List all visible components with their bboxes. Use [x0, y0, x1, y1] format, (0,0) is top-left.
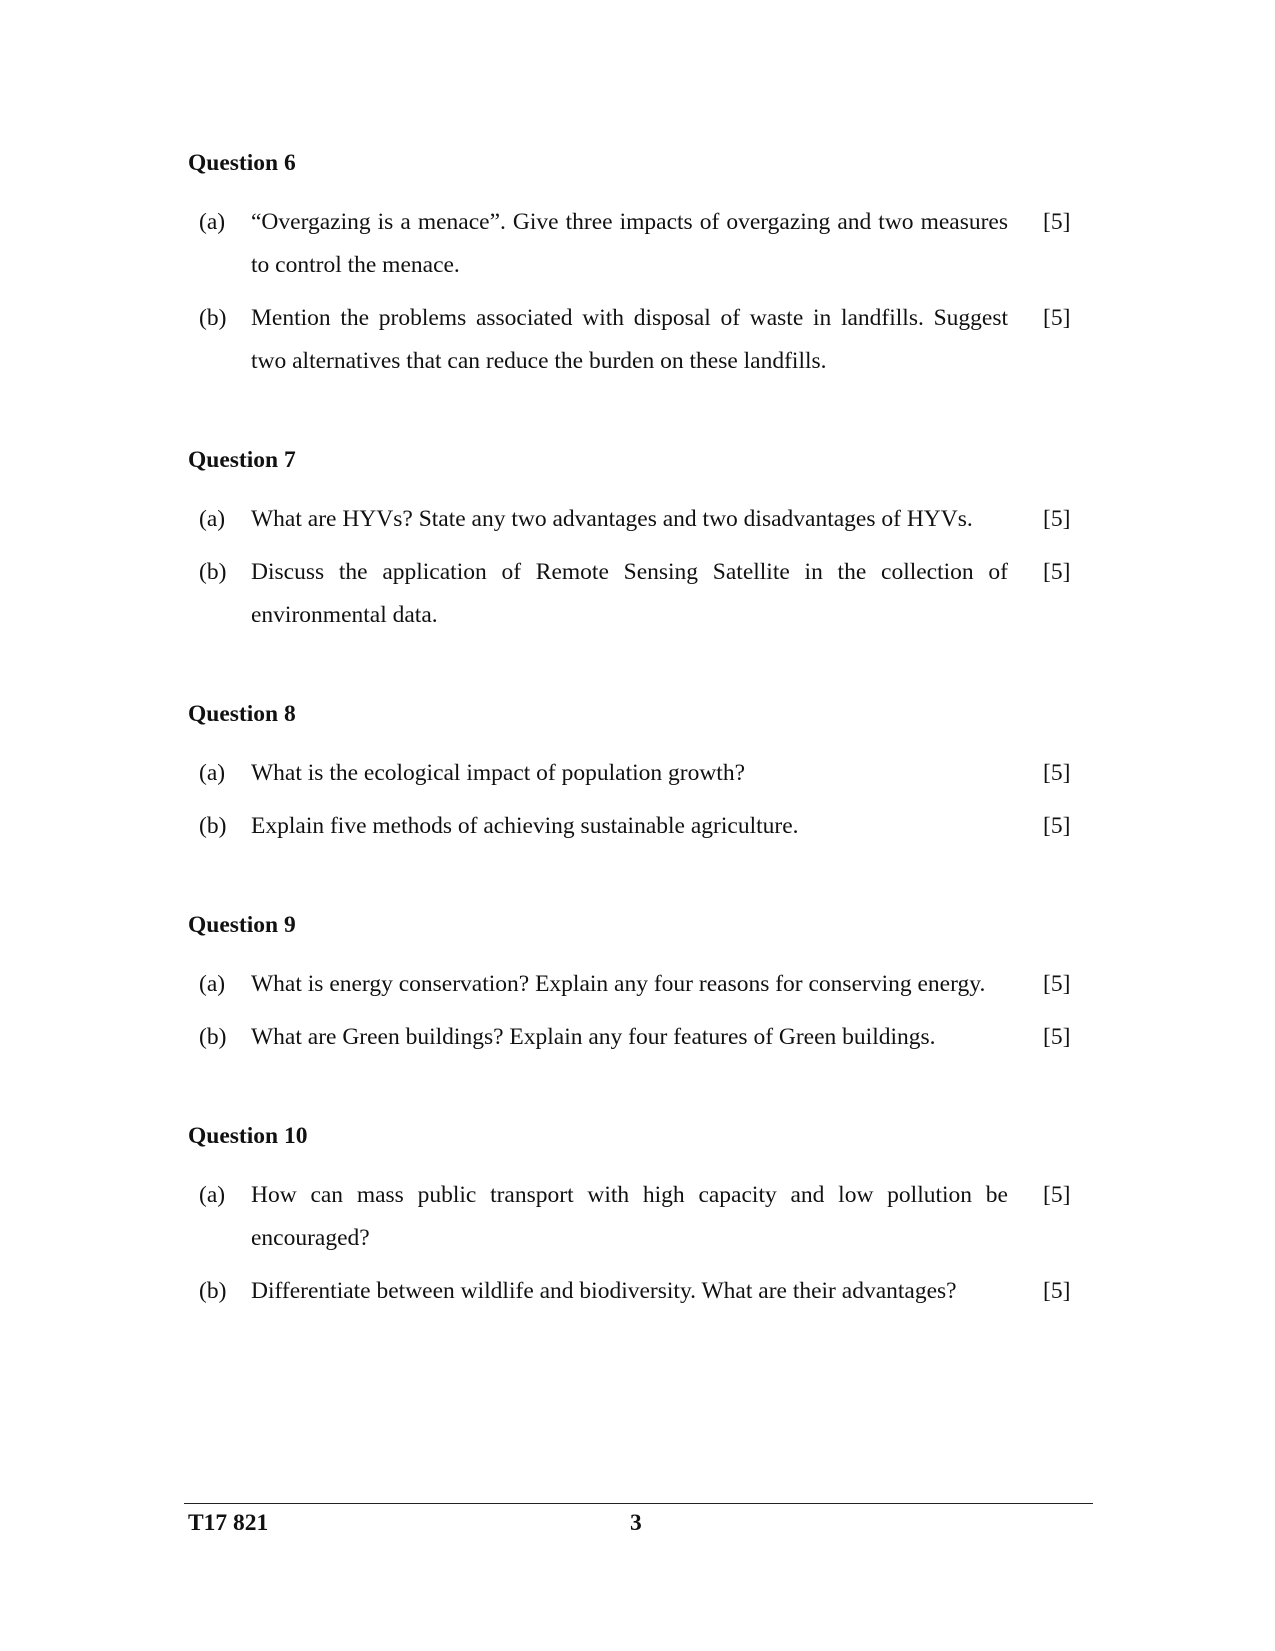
question-part	[188, 1174, 1090, 1260]
question-10	[188, 1121, 1090, 1313]
part-marks: [5]	[1043, 1024, 1071, 1050]
part-marks: [5]	[1043, 1278, 1071, 1304]
question-title: Question 7	[188, 447, 296, 473]
part-text: How can mass public transport with high capacity and low pollution be encouraged?	[251, 1182, 1008, 1251]
part-text: What is energy conservation? Explain any four reasons for conserving energy.	[251, 971, 986, 997]
question-title: Question 6	[188, 150, 296, 176]
question-title: Question 8	[188, 701, 296, 727]
part-label: (b)	[199, 813, 227, 839]
part-marks: [5]	[1043, 1182, 1071, 1208]
footer-divider	[184, 1503, 1093, 1504]
part-label: (b)	[199, 1024, 227, 1050]
question-8	[188, 699, 1090, 848]
question-part	[188, 963, 1090, 1006]
part-label: (b)	[199, 305, 227, 331]
question-part	[188, 201, 1090, 287]
question-part	[188, 805, 1090, 848]
part-marks: [5]	[1043, 971, 1071, 997]
part-label: (a)	[199, 760, 226, 786]
part-label: (a)	[199, 971, 226, 997]
question-part	[188, 297, 1090, 383]
part-marks: [5]	[1043, 209, 1071, 235]
question-title: Question 10	[188, 1123, 308, 1149]
part-text: Differentiate between wildlife and biodiversity. What are their advantages?	[251, 1278, 957, 1304]
part-text: “Overgazing is a menace”. Give three impacts of overgazing and two measures to control the menace.	[251, 209, 1008, 278]
question-part	[188, 551, 1090, 637]
page-number: 3	[630, 1510, 642, 1536]
part-label: (a)	[199, 506, 226, 532]
part-label: (b)	[199, 559, 227, 585]
question-part	[188, 1270, 1090, 1313]
question-part	[188, 752, 1090, 795]
part-marks: [5]	[1043, 305, 1071, 331]
part-text: What are Green buildings? Explain any four features of Green buildings.	[251, 1024, 936, 1050]
part-marks: [5]	[1043, 760, 1071, 786]
question-title: Question 9	[188, 912, 296, 938]
part-marks: [5]	[1043, 559, 1071, 585]
part-label: (a)	[199, 1182, 226, 1208]
part-label: (b)	[199, 1278, 227, 1304]
paper-code: T17 821	[188, 1510, 269, 1536]
question-part	[188, 1016, 1090, 1059]
part-text: What is the ecological impact of population growth?	[251, 760, 746, 786]
part-marks: [5]	[1043, 506, 1071, 532]
part-text: Explain five methods of achieving sustainable agriculture.	[251, 813, 799, 839]
part-text: Mention the problems associated with disposal of waste in landfills. Suggest two alternatives that can reduce the burden on these landfills.	[251, 305, 1008, 374]
part-text: Discuss the application of Remote Sensing Satellite in the collection of environmental data.	[251, 559, 1008, 628]
question-9	[188, 910, 1090, 1059]
part-text: What are HYVs? State any two advantages and two disadvantages of HYVs.	[251, 506, 973, 532]
question-paper-content	[188, 148, 1090, 1313]
question-6	[188, 148, 1090, 383]
part-label: (a)	[199, 209, 226, 235]
question-7	[188, 445, 1090, 637]
question-part	[188, 498, 1090, 541]
part-marks: [5]	[1043, 813, 1071, 839]
